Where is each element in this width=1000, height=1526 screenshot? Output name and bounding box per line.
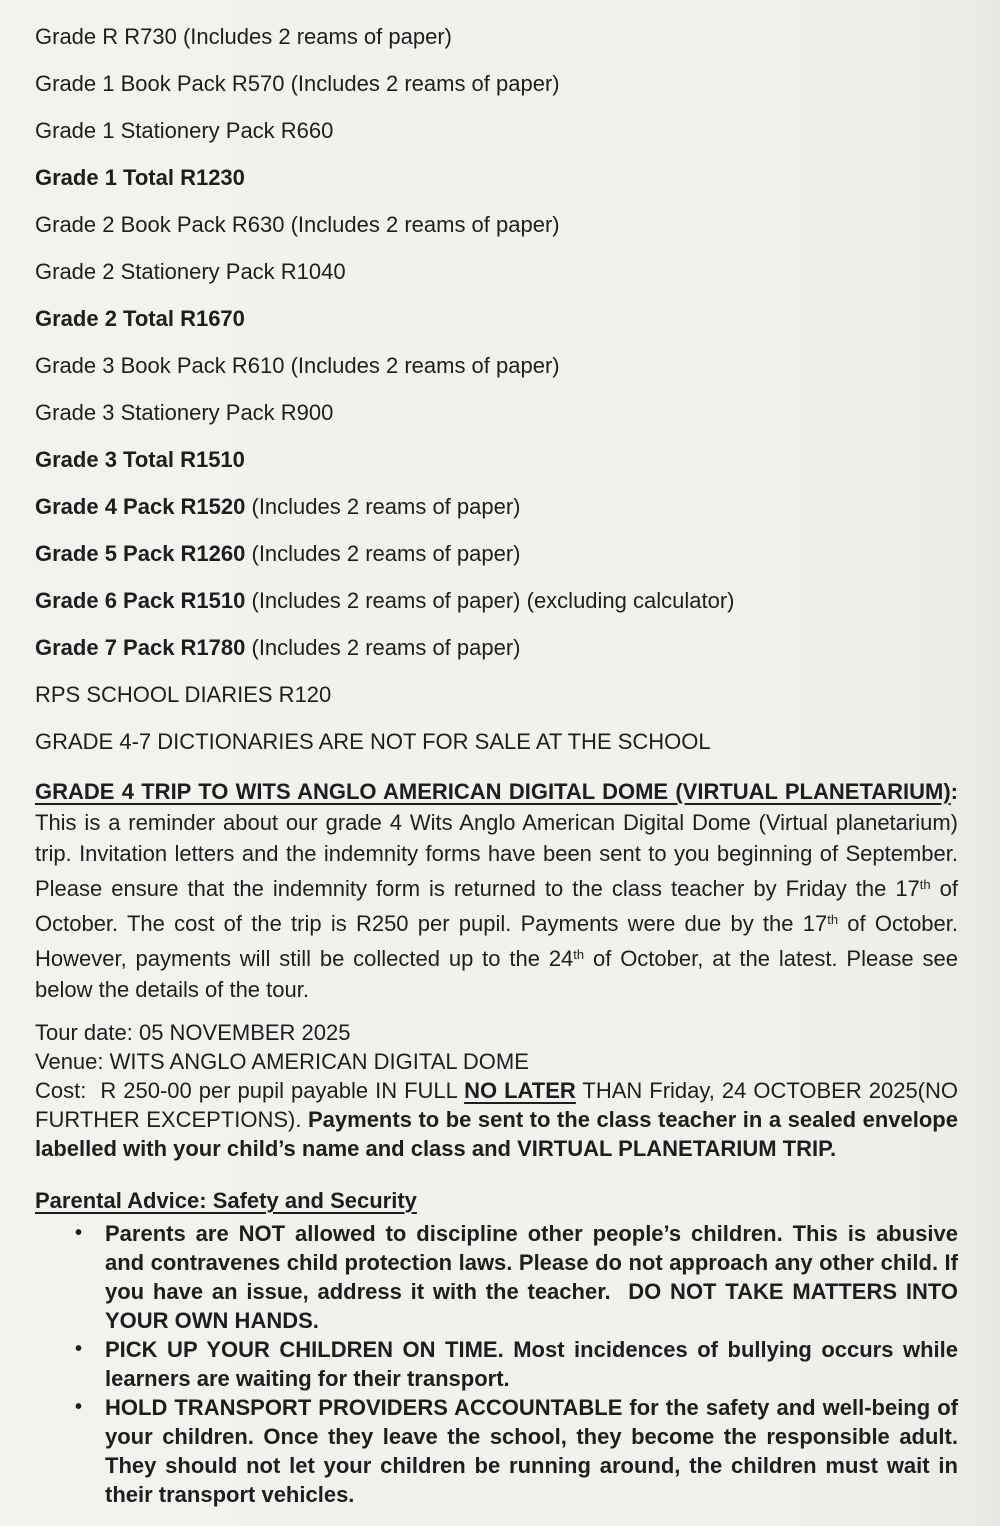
price-list-item <box>35 118 958 144</box>
text-run: This is a reminder about our grade 4 Wits Anglo American Digital Dome (Virtual planetarium) trip. Invitation letters and the indemnity forms have been sent to you beginning of September. Please ensure that the indemnity form is returned to the class teacher by Friday the 17 <box>35 810 958 901</box>
text-run: of October, at the latest. Please see below the details of the tour. <box>35 946 958 1002</box>
text-run: NO LATER <box>464 1078 576 1103</box>
price-list-item <box>35 494 958 520</box>
price-list <box>35 24 958 755</box>
price-list-item <box>35 212 958 238</box>
trip-heading: GRADE 4 TRIP TO WITS ANGLO AMERICAN DIGITAL DOME (VIRTUAL PLANETARIUM) <box>35 779 951 804</box>
price-item-text: (Includes 2 reams of paper) (excluding calculator) <box>245 588 735 613</box>
tour-details-block <box>35 1018 958 1163</box>
price-list-item <box>35 588 958 614</box>
price-item-bold-text: Grade 4 Pack R1520 <box>35 494 246 519</box>
advice-bullet-list <box>35 1219 958 1509</box>
price-list-item <box>35 353 958 379</box>
bullet-text: Parents are NOT allowed to discipline other people’s children. This is abusive and contravenes child protection laws. Please do not approach any other child. If you have an issue, address it with the teacher. DO NOT TAKE MATTERS INTO YOUR OWN HANDS. <box>105 1221 958 1333</box>
bullet-marker: • <box>75 1338 83 1360</box>
price-item-bold-text: Grade 3 Total R1510 <box>35 447 245 472</box>
ordinal-superscript: th <box>919 877 931 892</box>
price-item-text: Grade 2 Book Pack R630 (Includes 2 reams of paper) <box>35 212 560 237</box>
price-item-bold-text: Grade 5 Pack R1260 <box>35 541 246 566</box>
text-run: of October. The cost of the trip is R250 per pupil. Payments were due by the 17 <box>35 876 958 936</box>
price-list-item <box>35 259 958 285</box>
price-item-text: Grade 1 Book Pack R570 (Includes 2 reams of paper) <box>35 71 560 96</box>
price-item-text: RPS SCHOOL DIARIES R120 <box>35 682 332 707</box>
bullet-marker: • <box>75 1396 83 1418</box>
text-run: THAN Friday, 24 OCTOBER 2025(NO FURTHER EXCEPTIONS). <box>35 1078 959 1132</box>
price-item-text: (Includes 2 reams of paper) <box>245 635 521 660</box>
price-item-bold-text: Grade 1 Total R1230 <box>35 165 245 190</box>
parental-advice-heading: Parental Advice: Safety and Security <box>35 1188 417 1213</box>
price-item-text: Grade 2 Stationery Pack R1040 <box>35 259 346 284</box>
price-item-text: Grade 1 Stationery Pack R660 <box>35 118 334 143</box>
price-list-item <box>35 541 958 567</box>
bullet-text: HOLD TRANSPORT PROVIDERS ACCOUNTABLE for the safety and well-being of your children. Once they leave the school, they become the responsible adult. They should not let your children be running around, the children must wait in their transport vehicles. <box>105 1395 958 1507</box>
price-item-text: Grade R R730 (Includes 2 reams of paper) <box>35 24 452 49</box>
tour-cost-paragraph <box>35 1076 958 1163</box>
trip-body <box>35 810 958 1002</box>
text-run: Cost: R 250-00 per pupil payable IN FULL <box>35 1078 465 1103</box>
advice-bullet-item <box>75 1393 958 1509</box>
price-item-bold-text: Grade 7 Pack R1780 <box>35 635 246 660</box>
tour-date-line: Tour date: 05 NOVEMBER 2025 <box>35 1020 351 1045</box>
price-list-item <box>35 24 958 50</box>
trip-heading-colon: : <box>950 779 958 804</box>
price-list-item <box>35 447 958 473</box>
price-item-text: (Includes 2 reams of paper) <box>245 541 521 566</box>
price-item-bold-text: Grade 6 Pack R1510 <box>35 588 246 613</box>
price-list-item <box>35 306 958 332</box>
trip-paragraph <box>35 776 958 1005</box>
price-list-item <box>35 165 958 191</box>
price-item-text: GRADE 4-7 DICTIONARIES ARE NOT FOR SALE AT THE SCHOOL <box>35 729 711 754</box>
text-run: Payments to be sent to the class teacher in a sealed envelope labelled with your child’s name and class and VIRTUAL PLANETARIUM TRIP. <box>35 1107 958 1161</box>
ordinal-superscript: th <box>573 947 585 962</box>
bullet-text: PICK UP YOUR CHILDREN ON TIME. Most incidences of bullying occurs while learners are waiting for their transport. <box>105 1337 958 1391</box>
advice-bullet-item <box>75 1219 958 1335</box>
price-list-item <box>35 729 958 755</box>
bullet-marker: • <box>75 1222 83 1244</box>
price-list-item <box>35 635 958 661</box>
ordinal-superscript: th <box>827 912 839 927</box>
price-list-item <box>35 400 958 426</box>
price-item-bold-text: Grade 2 Total R1670 <box>35 306 245 331</box>
tour-venue-line: Venue: WITS ANGLO AMERICAN DIGITAL DOME <box>35 1049 529 1074</box>
price-item-text: Grade 3 Stationery Pack R900 <box>35 400 334 425</box>
price-list-item <box>35 71 958 97</box>
price-item-text: (Includes 2 reams of paper) <box>245 494 521 519</box>
price-list-item <box>35 682 958 708</box>
advice-bullet-item <box>75 1335 958 1393</box>
price-item-text: Grade 3 Book Pack R610 (Includes 2 reams of paper) <box>35 353 560 378</box>
text-run: of October. However, payments will still be collected up to the 24 <box>35 911 958 971</box>
